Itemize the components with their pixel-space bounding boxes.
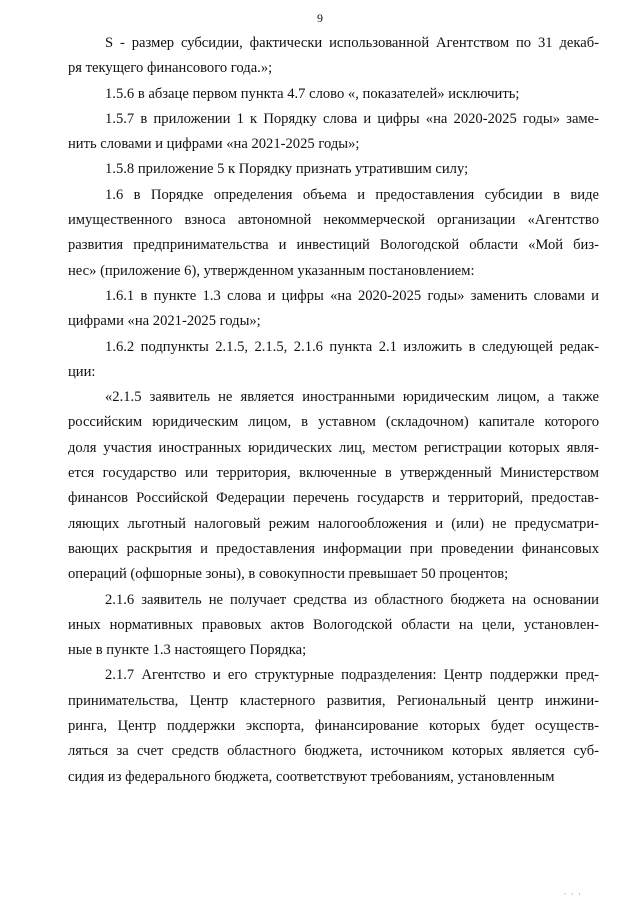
paragraph-line: вающих раскрытия и предоставления информации при проведении финансовых: [68, 540, 599, 557]
paragraph-line: 2.1.7 Агентство и его структурные подразделения: Центр поддержки пред-: [105, 667, 599, 684]
paragraph-line: сидия из федерального бюджета, соответствуют требованиям, установленным: [68, 768, 555, 785]
paragraph-line: ринга, Центр поддержки экспорта, финансирование которых будет осуществ-: [68, 718, 599, 735]
paragraph-line: доля участия иностранных юридических лиц, местом регистрации которых явля-: [68, 439, 599, 456]
paragraph-line: 1.5.6 в абзаце первом пункта 4.7 слово «, показателей» исключить;: [105, 85, 520, 102]
paragraph-line: цифрами «на 2021-2025 годы»;: [68, 313, 261, 330]
paragraph-line: иных нормативных правовых актов Вологодской области на цели, установлен-: [68, 616, 599, 633]
paragraph: [68, 31, 599, 82]
paragraph-line: имущественного взноса автономной некоммерческой организации «Агентство: [68, 212, 599, 229]
paragraph-line: российским юридическим лицом, в уставном (складочном) капитале которого: [68, 414, 599, 431]
page-number: 9: [317, 11, 323, 25]
paragraph: [68, 335, 599, 386]
paragraph-line: «2.1.5 заявитель не является иностранными юридическим лицом, а также: [105, 389, 599, 406]
paragraph-line: 1.6.2 подпункты 2.1.5, 2.1.5, 2.1.6 пункта 2.1 изложить в следующей редак-: [105, 338, 599, 355]
paragraph-line: ные в пункте 1.3 настоящего Порядка;: [68, 642, 307, 659]
paragraph-line: 1.6.1 в пункте 1.3 слова и цифры «на 2020-2025 годы» заменить словами и: [105, 287, 599, 304]
paragraph: [68, 157, 599, 182]
paragraph: [68, 107, 599, 158]
paragraph-line: нить словами и цифрами «на 2021-2025 годы»;: [68, 136, 360, 153]
paragraph: [68, 82, 599, 107]
paragraph: [68, 284, 599, 335]
paragraph-line: финансов Российской Федерации перечень государств и территорий, предостав-: [68, 490, 599, 507]
paragraph-line: 2.1.6 заявитель не получает средства из областного бюджета на основании: [105, 591, 599, 608]
footer-mark: · · ·: [563, 889, 582, 899]
paragraph-line: ется государство или территория, включенные в утвержденный Министерством: [68, 465, 599, 482]
paragraph-line: 1.5.7 в приложении 1 к Порядку слова и цифры «на 2020-2025 годы» заме-: [105, 110, 599, 127]
paragraph-line: нес» (приложение 6), утвержденном указанным постановлением:: [68, 262, 475, 279]
paragraph-line: развития предпринимательства и инвестиций Вологодской области «Мой биз-: [68, 237, 599, 254]
paragraph-line: 1.5.8 приложение 5 к Порядку признать утратившим силу;: [105, 161, 469, 178]
paragraph: [68, 385, 599, 587]
paragraph-line: ря текущего финансового года.»;: [68, 60, 273, 77]
document-body: [68, 31, 599, 790]
paragraph: [68, 663, 599, 789]
paragraph-line: ляющих льготный налоговый режим налогообложения и (или) не предусматри-: [68, 515, 599, 532]
paragraph-line: ции:: [68, 363, 96, 380]
paragraph: [68, 588, 599, 664]
paragraph-line: ляться за счет средств областного бюджета, источником которых является суб-: [68, 743, 599, 760]
paragraph-line: S - размер субсидии, фактически использованной Агентством по 31 декаб-: [105, 35, 599, 51]
paragraph-line: операций (офшорные зоны), в совокупности превышает 50 процентов;: [68, 566, 509, 583]
paragraph-line: принимательства, Центр кластерного развития, Региональный центр инжини-: [68, 692, 599, 709]
paragraph-line: 1.6 в Порядке определения объема и предоставления субсидии в виде: [105, 186, 599, 203]
paragraph: [68, 183, 599, 284]
